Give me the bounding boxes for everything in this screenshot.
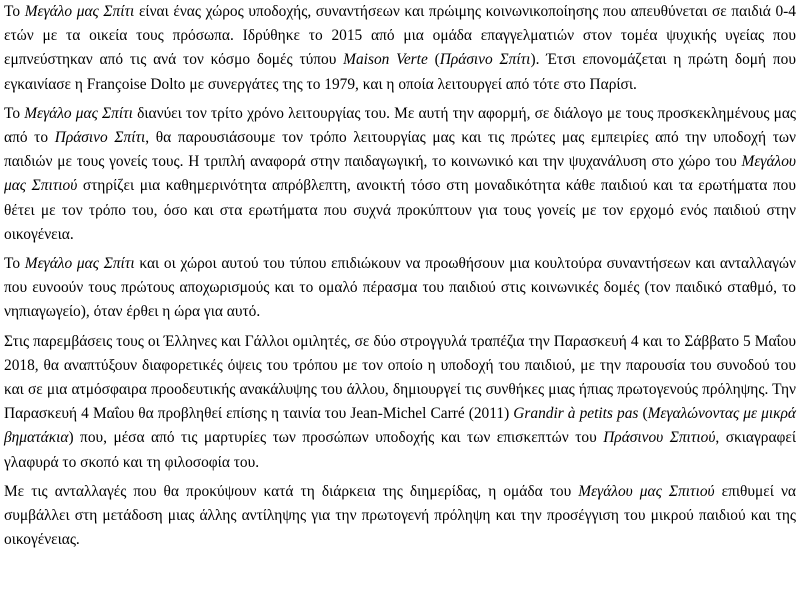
text-segment: διανύει τον τρίτο χρόνο λειτουργίας του. Με αυτή την αφορμή, σε διάλογο με τους προσκεκλημένους μας από το <box>4 104 797 147</box>
italic-text-segment: Μεγαλώνοντας με μικρά βηματάκια <box>4 405 797 447</box>
italic-text-segment: Μεγάλου μας Σπιτιού <box>4 153 796 195</box>
text-segment: στηρίζει μια καθημερινότητα απρόβλεπτη, ανοικτή τόσο στη μοναδικότητα κάθε παιδιού και τα ερωτήματα που θέτει με τον τρόπο του, όσο και στα ερωτήματα που συχνά προκύπτουν για τους γονείς με τον ερχομό ενός παιδιού στην οικογένεια. <box>4 177 796 243</box>
text-segment: , σκιαγραφεί γλαφυρά το σκοπό και τη φιλοσοφία του. <box>4 429 797 471</box>
paragraph <box>4 252 796 325</box>
italic-text-segment: Πράσινο Σπίτι <box>54 129 146 147</box>
text-segment: Το <box>4 3 25 20</box>
italic-text-segment: Μεγάλο μας Σπίτι <box>24 3 135 20</box>
text-segment: Το <box>4 104 25 122</box>
italic-text-segment: Πράσινου Σπιτιού <box>603 429 716 447</box>
italic-text-segment: Πράσινο Σπίτι <box>439 51 531 69</box>
italic-text-segment: Μεγάλο μας Σπίτι <box>24 104 133 122</box>
text-segment: είναι ένας χώρος υποδοχής, συναντήσεων και πρώιμης κοινωνικοποίησης που απευθύνεται σε παιδιά 0-4 ετών με τα οικεία τους πρόσωπα. Ιδρύθηκε το 2015 από μια ομάδα επαγγελματιών στον τομέα ψυχικής υγείας που εμπνεύστηκαν από τις ανά τον κόσμο δομές τύπου <box>4 3 796 69</box>
text-segment: Στις παρεμβάσεις τους οι Έλληνες και Γάλλοι ομιλητές, σε δύο στρογγυλά τραπέζια την Παρασκευή 4 και το Σάββατο 5 Μαΐου 2018, θα αναπτύξουν διαφορετικές όψεις του τρόπου με τον οποίο η υποδοχή του παιδιού, με την παρουσία του συνοδού του και σε μια ατμόσφαιρα προοδευτικής ανακάλυψης του άλλου, δημιουργεί τις συνθήκες μιας ήπιας πρωτογενούς πρόληψης. Την Παρασκευή 4 Μαΐου θα προβληθεί επίσης η ταινία του Jean-Michel Carré (2011) <box>4 332 796 423</box>
text-segment: επιθυμεί να συμβάλλει στη μετάδοση μιας άλλης αντίληψης για την πρωτογενή πρόληψη και την προσέγγιση του μικρού παιδιού και της οικογένειας. <box>4 482 796 549</box>
paragraph <box>4 0 796 97</box>
paragraph <box>4 330 796 475</box>
text-segment: , θα παρουσιάσουμε τον τρόπο λειτουργίας μας και τις πρώτες μας εμπειρίες από την υποδοχή των παιδιών με τους γονείς τους. Η τριπλή αναφορά στην παιδαγωγική, το κοινωνικό και την ψυχανάλυση στο χώρο του <box>4 129 796 171</box>
text-segment: Το <box>4 255 25 273</box>
text-segment: και οι χώροι αυτού του τύπου επιδιώκουν να προωθήσουν μια κουλτούρα συναντήσεων και ανταλλαγών που ευνοούν τους πρώτους αποχωρισμούς και το ομαλό πέρασμα του παιδιού στις κοινωνικές δομές (τον παιδικό σταθμό, το νηπιαγωγείο), όταν έρθει η ώρα για αυτό. <box>4 255 796 321</box>
text-segment: ( <box>427 51 440 69</box>
italic-text-segment: Grandir à petits pas <box>513 405 639 423</box>
paragraph <box>4 102 796 247</box>
text-segment: ). Έτσι επονομάζεται η πρώτη δομή που εγκαινίασε η Françoise Dolto με συνεργάτες της το 1979, και η οποία λειτουργεί από τότε στο Παρίσι. <box>4 51 796 93</box>
italic-text-segment: Maison Verte <box>343 51 428 69</box>
italic-text-segment: Μεγάλου μας Σπιτιού <box>578 482 715 500</box>
italic-text-segment: Μεγάλο μας Σπίτι <box>24 255 135 273</box>
text-segment: ( <box>638 405 648 423</box>
text-segment: ) που, μέσα από τις μαρτυρίες των προσώπων υποδοχής και των επισκεπτών του <box>68 429 604 447</box>
document-body <box>4 0 796 557</box>
text-segment: Με τις ανταλλαγές που θα προκύψουν κατά τη διάρκεια της διημερίδας, η ομάδα του <box>4 482 579 500</box>
paragraph <box>4 480 796 553</box>
